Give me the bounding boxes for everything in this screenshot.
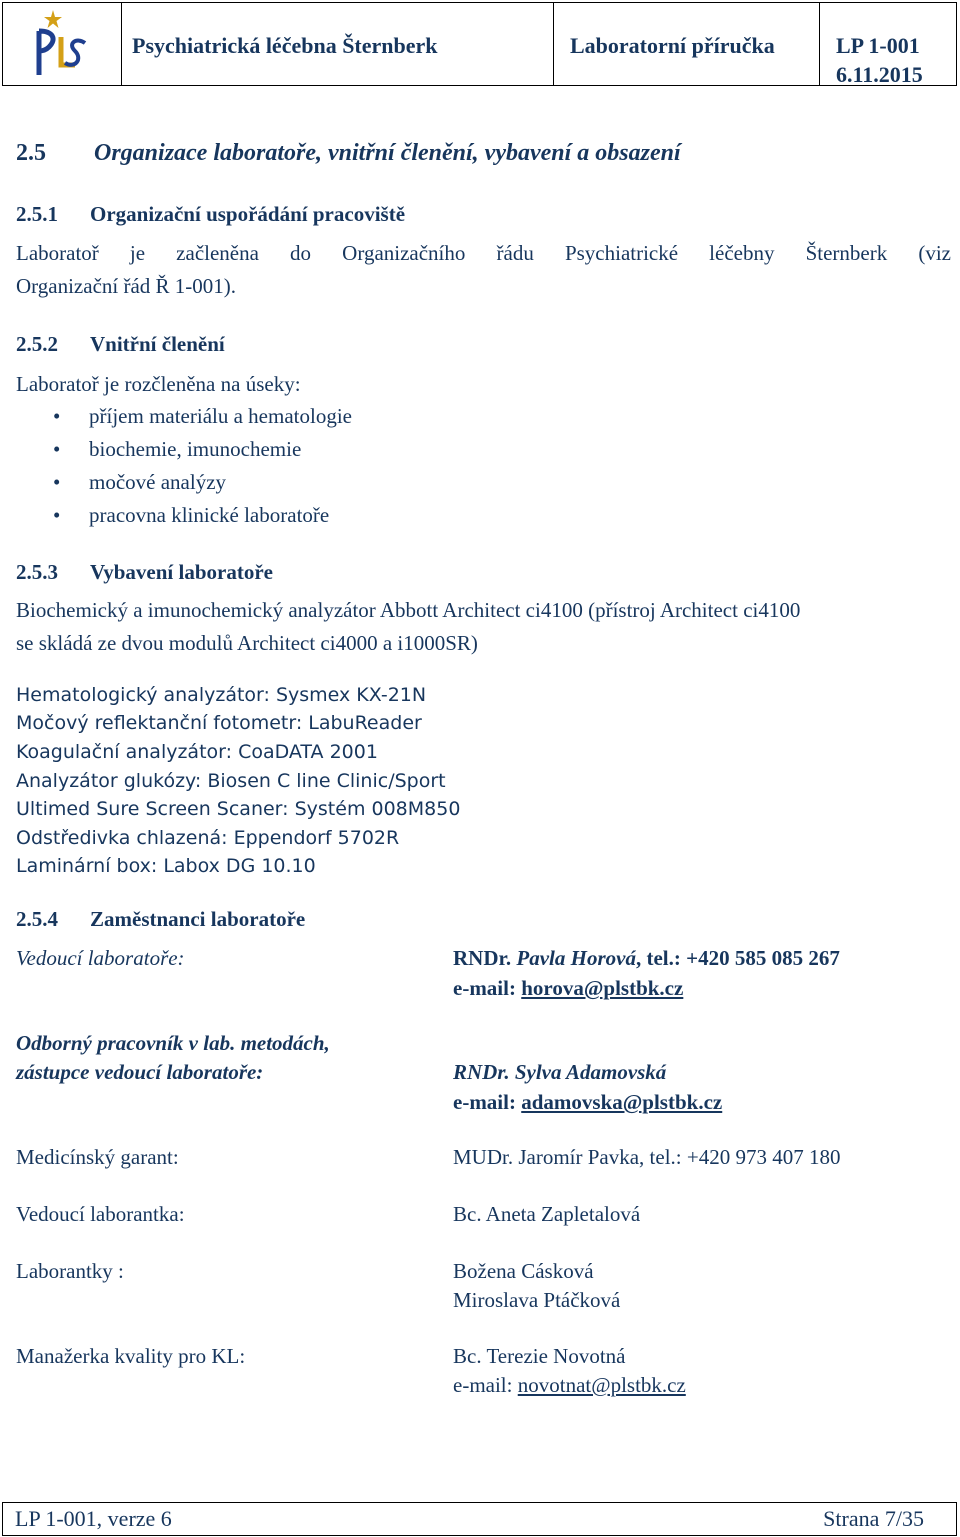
header-title-cell	[554, 3, 820, 85]
star-icon	[44, 10, 62, 28]
bullet-icon: •	[53, 404, 61, 428]
email-label: e-mail:	[453, 1090, 516, 1114]
doc-title: Laboratorní příručka	[570, 33, 775, 58]
list-item: biochemie, imunochemie	[89, 437, 302, 461]
header-doc-cell	[820, 3, 956, 85]
staff-value-specialist: RNDr. Sylva Adamovská	[453, 1060, 667, 1084]
email-link[interactable]: horova@plstbk.cz	[521, 976, 684, 1000]
section-heading-2-5-1	[16, 202, 405, 227]
institution-logo	[31, 9, 91, 81]
bullet-icon: •	[53, 503, 61, 527]
list-item: močové analýzy	[89, 470, 227, 494]
section-heading-2-5-4	[16, 907, 305, 932]
email-label: e-mail:	[453, 976, 516, 1000]
staff-value-head-technician: Bc. Aneta Zapletalová	[453, 1202, 641, 1226]
section-title: Organizační uspořádání pracoviště	[90, 202, 406, 226]
equipment-item: Koagulační analyzátor: CoaDATA 2001	[16, 741, 378, 763]
equipment-item: Močový reflektanční fotometr: LabuReader	[16, 712, 422, 734]
equipment-item: Odstředivka chlazená: Eppendorf 5702R	[16, 827, 400, 849]
equipment-item: Laminární box: Labox DG 10.10	[16, 855, 316, 877]
header-org-cell	[122, 3, 554, 85]
section-number: 2.5.3	[16, 560, 58, 584]
sections-intro: Laboratoř je rozčleněna na úseky:	[16, 372, 301, 396]
org-name: Psychiatrická léčebna Šternberk	[132, 33, 438, 58]
doc-code: LP 1-001	[836, 33, 920, 58]
equipment-main-line2: se skládá ze dvou modulů Architect ci4000 a i1000SR)	[16, 631, 478, 655]
section-number: 2.5.1	[16, 202, 58, 226]
section-title: Organizace laboratoře, vnitřní členění, vybavení a obsazení	[94, 140, 681, 166]
staff-label-specialist-line1: Odborný pracovník v lab. metodách,	[16, 1031, 330, 1055]
staff-label-head: Vedoucí laboratoře:	[16, 946, 185, 970]
equipment-item: Hematologický analyzátor: Sysmex KX-21N	[16, 684, 427, 706]
equipment-item: Ultimed Sure Screen Scaner: Systém 008M850	[16, 798, 461, 820]
section-number: 2.5	[16, 140, 46, 166]
head-tel: +420 585 085 267	[686, 946, 840, 970]
paragraph-org-line1: Laboratoř je začleněna do Organizačního řádu Psychiatrické léčebny Šternberk (viz	[16, 241, 951, 265]
head-title: RNDr.	[453, 946, 512, 970]
staff-label-specialist-line2: zástupce vedoucí laboratoře:	[16, 1060, 264, 1084]
staff-label-guarantor: Medicínský garant:	[16, 1145, 179, 1169]
doc-date: 6.11.2015	[836, 62, 923, 87]
head-tel-label: , tel.:	[635, 946, 681, 970]
bullet-icon: •	[53, 470, 61, 494]
staff-value-technician: Božena Cásková	[453, 1259, 594, 1283]
staff-value-quality-manager: Bc. Terezie Novotná	[453, 1344, 626, 1368]
section-heading-2-5-3	[16, 560, 273, 585]
equipment-main-line1: Biochemický a imunochemický analyzátor Abbott Architect ci4100 (přístroj Architect ci4100	[16, 598, 801, 622]
section-number: 2.5.2	[16, 332, 58, 356]
staff-value-technician: Miroslava Ptáčková	[453, 1288, 621, 1312]
bullet-icon: •	[53, 437, 61, 461]
section-heading-2-5-2	[16, 332, 225, 357]
email-link[interactable]: adamovska@plstbk.cz	[521, 1090, 723, 1114]
section-number: 2.5.4	[16, 907, 58, 931]
list-item: příjem materiálu a hematologie	[89, 404, 352, 428]
section-title: Vnitřní členění	[90, 332, 225, 356]
email-link[interactable]: novotnat@plstbk.cz	[517, 1373, 686, 1397]
staff-value-head	[453, 946, 840, 971]
page-footer	[2, 1502, 957, 1536]
staff-email-quality-manager	[453, 1373, 686, 1398]
section-title: Vybavení laboratoře	[90, 560, 273, 584]
footer-version: LP 1-001, verze 6	[15, 1506, 172, 1531]
staff-email-specialist	[453, 1090, 722, 1115]
staff-label-technicians: Laborantky :	[16, 1259, 124, 1283]
footer-page-number: Strana 7/35	[823, 1506, 924, 1531]
section-heading-2-5	[16, 140, 681, 167]
staff-label-quality-manager: Manažerka kvality pro KL:	[16, 1344, 246, 1368]
equipment-item: Analyzátor glukózy: Biosen C line Clinic/Sport	[16, 770, 446, 792]
paragraph-org-line2: Organizační řád Ř 1-001).	[16, 274, 237, 298]
staff-label-head-technician: Vedoucí laborantka:	[16, 1202, 185, 1226]
page-header	[2, 2, 957, 86]
section-title: Zaměstnanci laboratoře	[90, 907, 306, 931]
email-label: e-mail:	[453, 1373, 513, 1397]
staff-value-guarantor: MUDr. Jaromír Pavka, tel.: +420 973 407 180	[453, 1145, 841, 1169]
staff-email-head	[453, 976, 683, 1001]
list-item: pracovna klinické laboratoře	[89, 503, 330, 527]
head-name: Pavla Horová	[516, 946, 636, 970]
logo-cell	[3, 3, 122, 85]
